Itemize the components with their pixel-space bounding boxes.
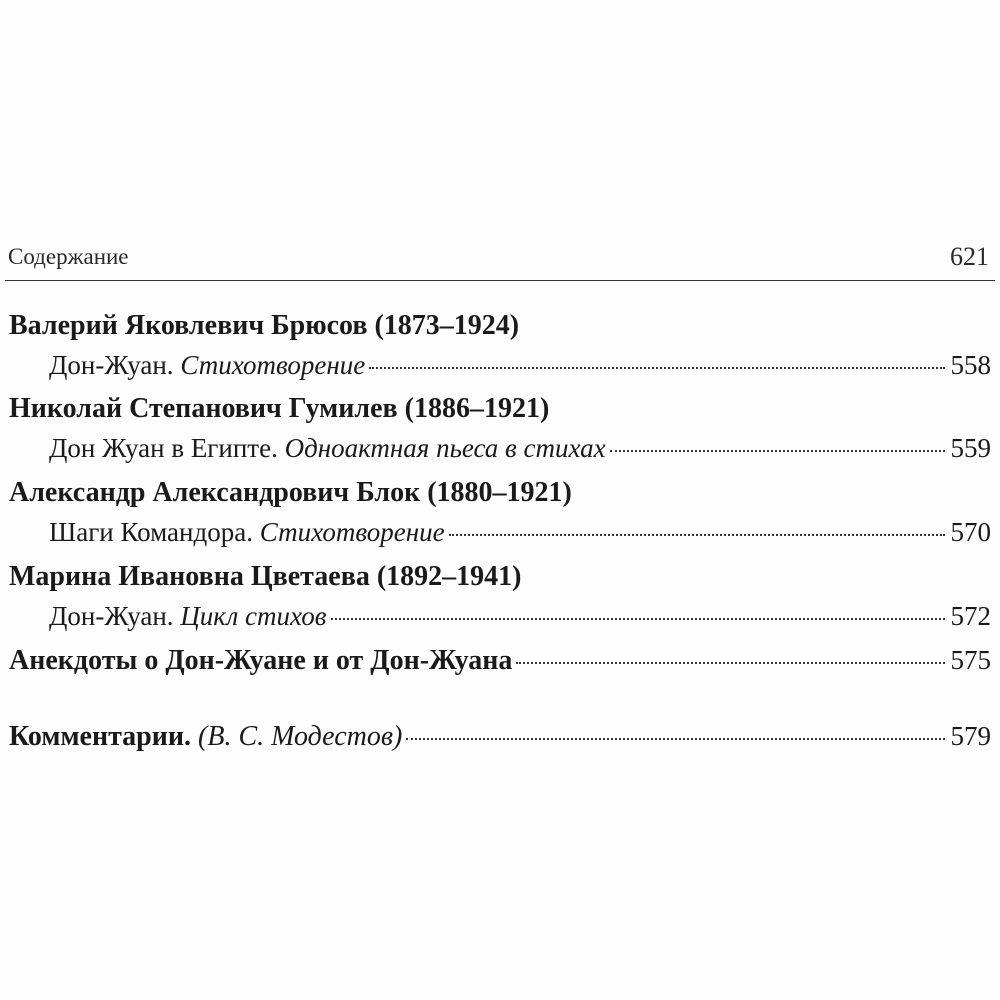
work-genre: Одноактная пьеса в стихах: [284, 433, 606, 463]
dot-leader: [369, 367, 944, 369]
page-number: 579: [950, 721, 991, 751]
header-title: Содержание: [8, 244, 129, 269]
author-heading-blok: Александр Александрович Блок (1880–1921): [9, 477, 572, 508]
dot-leader: [406, 738, 944, 740]
page-number: 570: [950, 517, 991, 547]
dot-leader: [449, 534, 945, 536]
page-number: 559: [950, 433, 991, 463]
author-heading-gumilev: Николай Степанович Гумилев (1886–1921): [9, 393, 550, 424]
author-heading-tsvetaeva: Марина Ивановна Цветаева (1892–1941): [9, 561, 522, 592]
toc-entry-anecdotes[interactable]: [9, 645, 991, 681]
toc-entry-bryusov[interactable]: [49, 350, 991, 386]
dot-leader: [516, 662, 944, 664]
toc-entry-gumilev[interactable]: [49, 433, 991, 469]
author-heading-bryusov: Валерий Яковлевич Брюсов (1873–1924): [9, 310, 520, 341]
page-number: 572: [950, 601, 991, 631]
work-title: Шаги Командора.: [49, 517, 253, 547]
toc-entry-commentary[interactable]: [9, 721, 991, 757]
anecdotes-title: Анекдоты о Дон-Жуане и от Дон-Жуана: [9, 645, 513, 676]
work-title: Дон-Жуан.: [49, 601, 174, 631]
commentary-title: Комментарии.: [9, 721, 192, 752]
toc-entry-blok[interactable]: [49, 517, 991, 553]
page-number: 575: [950, 645, 991, 675]
work-genre: Цикл стихов: [180, 601, 327, 631]
toc-entry-tsvetaeva[interactable]: [49, 601, 991, 637]
commentary-editor: (В. С. Модестов): [198, 721, 403, 752]
dot-leader: [331, 618, 945, 620]
work-genre: Стихотворение: [180, 350, 366, 380]
work-title: Дон-Жуан.: [49, 350, 174, 380]
header-page-number: 621: [950, 242, 989, 271]
dot-leader: [610, 450, 945, 452]
running-header: [5, 238, 995, 281]
page-number: 558: [950, 350, 991, 380]
work-title: Дон Жуан в Египте.: [49, 433, 278, 463]
work-genre: Стихотворение: [259, 517, 445, 547]
